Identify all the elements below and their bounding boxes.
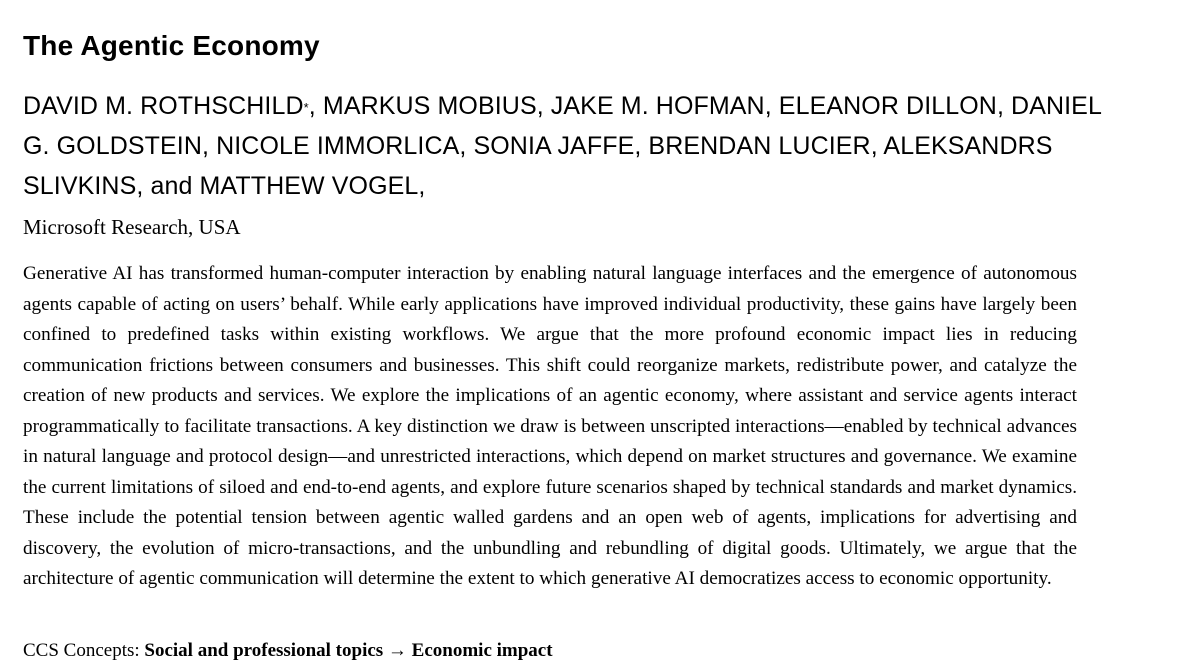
author-affiliation: Microsoft Research, USA (23, 215, 241, 239)
author-list (23, 86, 1123, 206)
abstract-text: Generative AI has transformed human-computer interaction by enabling natural language interfaces and the emergence of autonomous agents capable of acting on users’ behalf. While early applications have improved individual productivity, these gains have largely been confined to predefined tasks within existing workflows. We argue that the more profound economic impact lies in reducing communication frictions between consumers and businesses. This shift could reorganize markets, redistribute power, and catalyze the creation of new products and services. We explore the implications of an agentic economy, where assistant and service agents interact programmatically to facilitate transactions. A key distinction we draw is between unscripted interactions—enabled by technical advances in natural language and protocol design—and unrestricted interactions, which depend on market structures and governance. We examine the current limitations of siloed and end-to-end agents, and explore future scenarios shaped by technical standards and market dynamics. These include the potential tension between agentic walled gardens and an open web of agents, implications for advertising and discovery, the evolution of micro-transactions, and the unbundling and rebundling of digital goods. Ultimately, we argue that the architecture of agentic communication will determine the extent to which generative AI democratizes access to economic opportunity. (23, 263, 1077, 589)
ccs-concepts-line (23, 636, 553, 666)
author-list-first: DAVID M. ROTHSCHILD (23, 92, 304, 120)
paper-page (23, 0, 1178, 661)
author-list-rest: , MARKUS MOBIUS, JAKE M. HOFMAN, ELEANOR DILLON, DANIEL G. GOLDSTEIN, NICOLE IMMORLICA, SONIA JAFFE, BRENDAN LUCIER, ALEKSANDRS SLIVKINS, and MATTHEW VOGEL, (23, 92, 1102, 200)
paper-title: The Agentic Economy (23, 30, 320, 61)
ccs-label: CCS Concepts: (23, 640, 140, 661)
corresponding-author-mark: * (303, 100, 309, 115)
ccs-concepts: Social and professional topics → Economic impact (144, 640, 553, 661)
